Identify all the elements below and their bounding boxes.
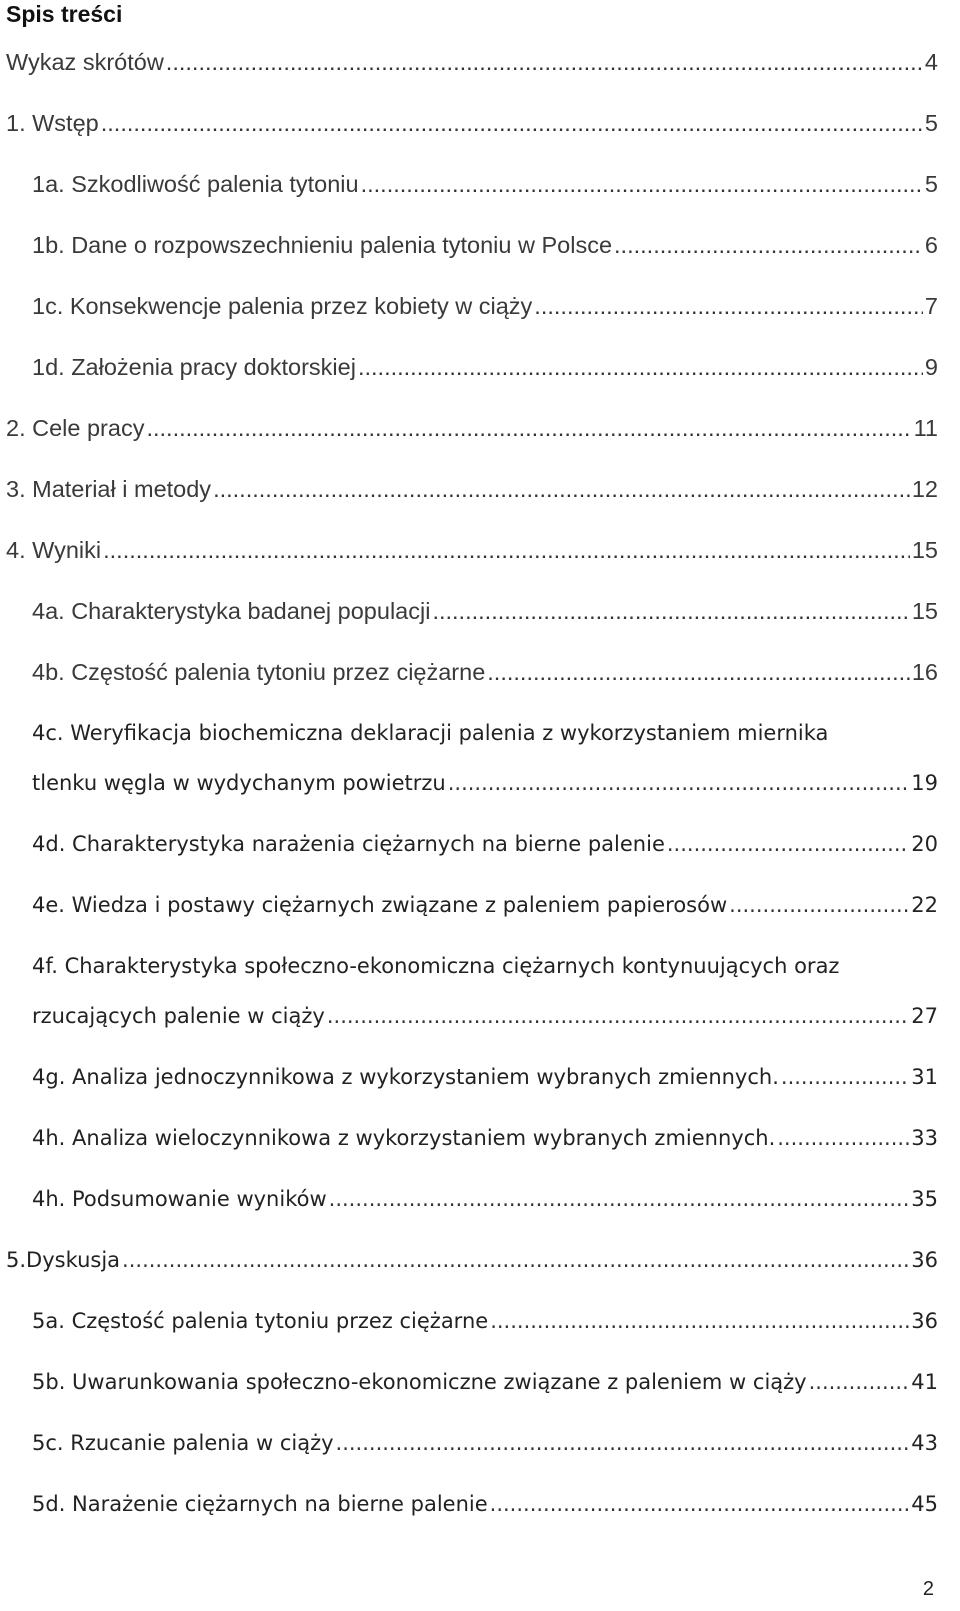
- toc-entry-page: 15: [911, 598, 938, 624]
- toc-entry-page: 36: [911, 1309, 938, 1333]
- toc-entry-page: 35: [911, 1187, 938, 1211]
- toc-entry[interactable]: [6, 47, 938, 77]
- dot-leader: [448, 768, 910, 798]
- dot-leader: [614, 230, 923, 260]
- toc-entry-title: 1c. Konsekwencje palenia przez kobiety w ciąży: [32, 293, 533, 319]
- toc-entry[interactable]: [32, 352, 938, 382]
- dot-leader: [781, 1062, 909, 1092]
- toc-entry-page: 5: [924, 110, 938, 136]
- dot-leader: [166, 47, 923, 77]
- dot-leader: [327, 1001, 909, 1031]
- dot-leader: [336, 1428, 910, 1458]
- dot-leader: [122, 1245, 909, 1275]
- toc-entry[interactable]: [32, 1306, 938, 1336]
- toc-entry[interactable]: [32, 1489, 938, 1519]
- toc-entry-title: 5a. Częstość palenia tytoniu przez ciężarne: [32, 1309, 489, 1333]
- toc-entry-title: 5b. Uwarunkowania społeczno-ekonomiczne związane z paleniem w ciąży: [32, 1370, 807, 1394]
- toc-entry[interactable]: [6, 1245, 938, 1275]
- toc-entry[interactable]: [32, 1062, 938, 1092]
- toc-entry[interactable]: [32, 890, 938, 920]
- toc-entry-page: 22: [911, 893, 938, 917]
- toc-entry[interactable]: [6, 535, 938, 565]
- toc-entry[interactable]: [32, 291, 938, 321]
- dot-leader: [101, 108, 923, 138]
- toc-entry[interactable]: [32, 1001, 938, 1031]
- toc-entry-title: 4g. Analiza jednoczynnikowa z wykorzystaniem wybranych zmiennych.: [32, 1065, 779, 1089]
- toc-entry-page: 12: [911, 476, 938, 502]
- dot-leader: [490, 1306, 909, 1336]
- toc-entry-page: 31: [911, 1065, 938, 1089]
- toc-entry-title: 1a. Szkodliwość palenia tytoniu: [32, 171, 359, 197]
- toc-entry-title: 4a. Charakterystyka badanej populacji: [32, 598, 431, 624]
- toc-entry-page: 9: [924, 354, 938, 380]
- toc-entry[interactable]: [32, 1367, 938, 1397]
- toc-entry[interactable]: [32, 1428, 938, 1458]
- page-number: 2: [922, 1578, 934, 1600]
- dot-leader: [213, 474, 910, 504]
- toc-entry[interactable]: [32, 169, 938, 199]
- toc-entry-page: 36: [911, 1248, 938, 1272]
- toc-entry-title: 4e. Wiedza i postawy ciężarnych związane z paleniem papierosów: [32, 893, 728, 917]
- toc-entry-continuation: rzucających palenie w ciąży: [32, 1004, 325, 1028]
- toc-entry[interactable]: [32, 230, 938, 260]
- toc-heading: Spis treści: [6, 1, 123, 27]
- toc-entry-title: 1b. Dane o rozpowszechnieniu palenia tytoniu w Polsce: [32, 232, 613, 258]
- dot-leader: [487, 657, 910, 687]
- toc-entry-page: 33: [911, 1126, 938, 1150]
- dot-leader: [809, 1367, 910, 1397]
- toc-entry-title[interactable]: 4f. Charakterystyka społeczno-ekonomiczna ciężarnych kontynuujących oraz: [32, 954, 840, 978]
- dot-leader: [777, 1123, 909, 1153]
- toc-entry-title: 5d. Narażenie ciężarnych na bierne palenie: [32, 1492, 488, 1516]
- toc-entry-title: 5c. Rzucanie palenia w ciąży: [32, 1431, 334, 1455]
- toc-entry-page: 27: [911, 1004, 938, 1028]
- dot-leader: [432, 596, 909, 626]
- toc-entry-title: 1d. Założenia pracy doktorskiej: [32, 354, 356, 380]
- toc-entry[interactable]: [32, 1184, 938, 1214]
- toc-entry-page: 20: [911, 832, 938, 856]
- toc-entry-continuation: tlenku węgla w wydychanym powietrzu: [32, 771, 446, 795]
- toc-entry-page: 6: [924, 232, 938, 258]
- dot-leader: [729, 890, 909, 920]
- toc-entry[interactable]: [32, 657, 938, 687]
- toc-entry-page: 5: [924, 171, 938, 197]
- toc-entry-page: 7: [924, 293, 938, 319]
- toc-entry-title: 4h. Podsumowanie wyników: [32, 1187, 327, 1211]
- toc-entry-title[interactable]: 4c. Weryfikacja biochemiczna deklaracji palenia z wykorzystaniem miernika: [32, 721, 829, 745]
- toc-entry-page: 41: [911, 1370, 938, 1394]
- toc-entry-title: 4b. Częstość palenia tytoniu przez ciężarne: [32, 659, 486, 685]
- toc-entry-title: 4d. Charakterystyka narażenia ciężarnych na bierne palenie: [32, 832, 665, 856]
- dot-leader: [667, 829, 909, 859]
- dot-leader: [534, 291, 923, 321]
- toc-entry-title: Wykaz skrótów: [6, 49, 164, 75]
- toc-entry-page: 15: [911, 537, 938, 563]
- toc-entry-title: 5.Dyskusja: [6, 1248, 121, 1272]
- toc-entry-title: 4h. Analiza wieloczynnikowa z wykorzystaniem wybranych zmiennych.: [32, 1126, 776, 1150]
- toc-entry[interactable]: [6, 108, 938, 138]
- dot-leader: [103, 535, 910, 565]
- toc-entry[interactable]: [32, 1123, 938, 1153]
- toc-entry-page: 4: [924, 49, 938, 75]
- toc-entry[interactable]: [32, 596, 938, 626]
- toc-entry-title: 3. Materiał i metody: [6, 476, 212, 502]
- toc-entry-title: 1. Wstęp: [6, 110, 99, 136]
- toc-entry-title: 4. Wyniki: [6, 537, 102, 563]
- toc-entry-page: 19: [911, 771, 938, 795]
- toc-entry[interactable]: [6, 474, 938, 504]
- toc-entry-page: 45: [911, 1492, 938, 1516]
- dot-leader: [358, 352, 923, 382]
- toc-entry-page: 43: [911, 1431, 938, 1455]
- toc-entry-page: 16: [911, 659, 938, 685]
- toc-entry[interactable]: [32, 829, 938, 859]
- dot-leader: [361, 169, 923, 199]
- toc-entry[interactable]: [32, 768, 938, 798]
- toc-entry-page: 11: [913, 415, 938, 441]
- dot-leader: [329, 1184, 910, 1214]
- dot-leader: [146, 413, 911, 443]
- toc-entry[interactable]: [6, 413, 938, 443]
- dot-leader: [490, 1489, 910, 1519]
- toc-entry-title: 2. Cele pracy: [6, 415, 145, 441]
